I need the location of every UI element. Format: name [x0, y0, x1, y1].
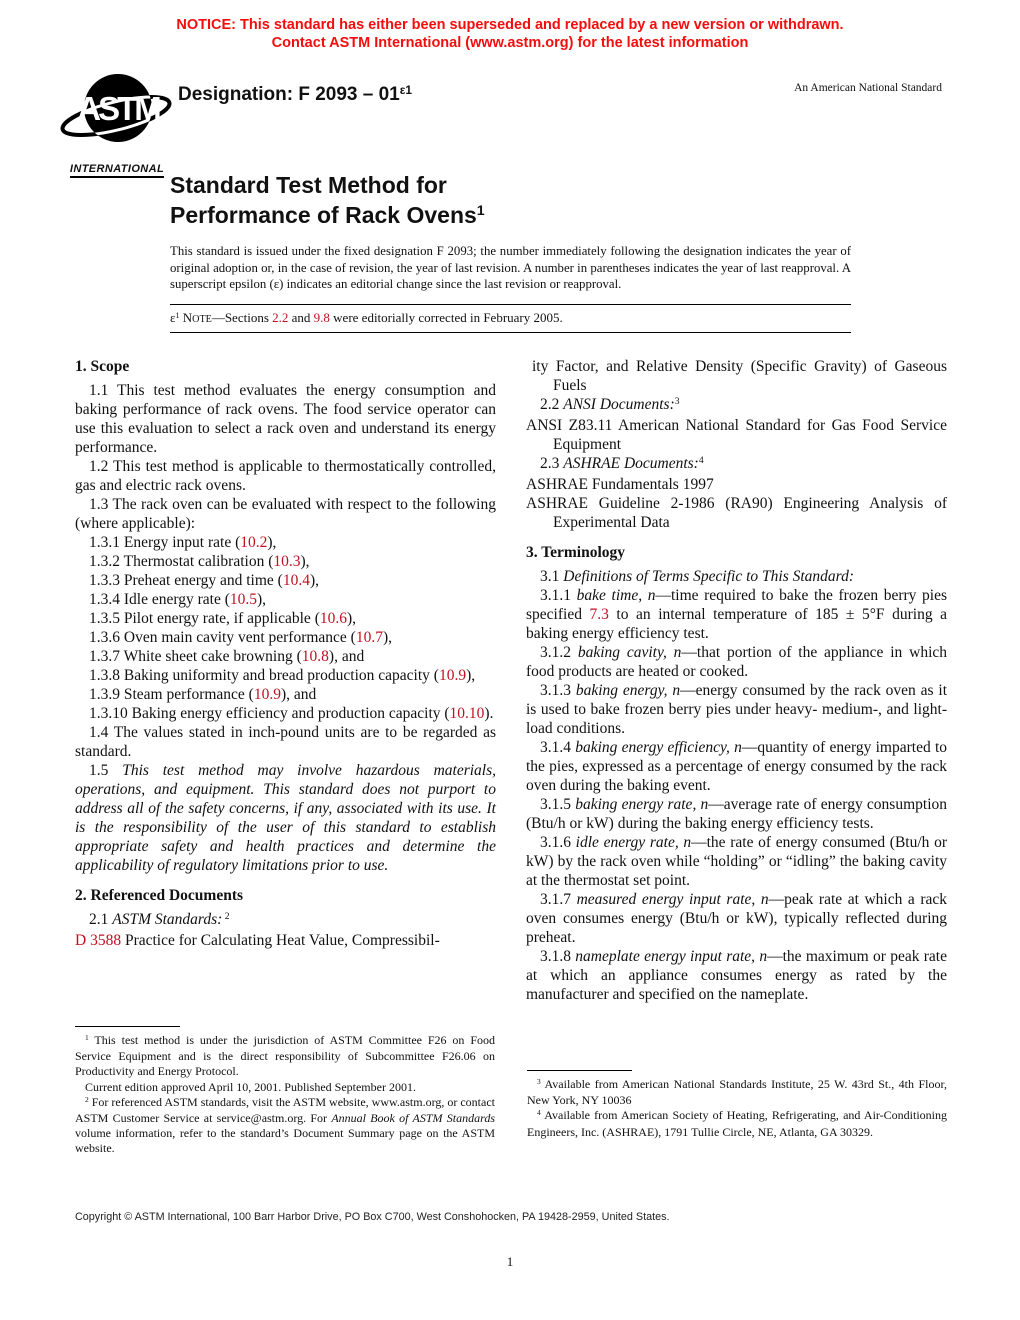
section-ref-link[interactable]: 10.7: [355, 629, 383, 646]
text-run: 1.3.3 Preheat energy and time (: [89, 572, 283, 589]
text-run: 1: [175, 310, 180, 320]
footnote-1: [75, 1033, 495, 1080]
reference-d3588-continued: [526, 357, 947, 395]
notice-line-1: NOTICE: This standard has either been superseded and replaced by a new version or withdrawn.: [176, 17, 844, 33]
logo-international-label: INTERNATIONAL: [70, 163, 164, 178]
text-run: 3.1.3: [540, 682, 576, 699]
text-run: N: [179, 310, 193, 325]
definition-3-1-2: [526, 643, 947, 681]
text-run: 3.1.2: [540, 644, 578, 661]
list-item-1-3-6: [75, 628, 496, 647]
text-run: 1.1 This test method evaluates the energy consumption and baking performance of rack ovens. The food service operator can use this evaluation to select a rack oven and understand its energy performance.: [75, 382, 496, 456]
notice-line-2: Contact ASTM International (www.astm.org) for the latest information: [271, 35, 749, 51]
left-column: [75, 357, 496, 1004]
footnote-2: [75, 1095, 495, 1157]
right-column: [526, 357, 947, 1004]
text-run: were editorially corrected in February 2005.: [329, 310, 563, 325]
text-run: baking cavity, n: [577, 644, 682, 661]
text-run: volume information, refer to the standard’s Document Summary page on the ASTM website.: [75, 1126, 495, 1156]
intro-paragraph: This standard is issued under the fixed designation F 2093; the number immediately following the designation indicates the year of original adoption or, in the case of revision, the year of last revision. A number in parentheses indicates the year of last reapproval. A superscript epsilon (ε) indicates an editorial change since the last revision or reapproval.: [170, 244, 851, 291]
text-run: ity Factor, and Relative Density (Specific Gravity) of Gaseous Fuels: [532, 358, 947, 394]
text-run: 2.3: [540, 455, 564, 472]
section-ref-link[interactable]: 7.3: [589, 606, 609, 623]
list-item-1-3-9: [75, 685, 496, 704]
text-run: ε: [170, 310, 176, 325]
para-1-2: [75, 457, 496, 495]
list-item-1-3-1: [75, 533, 496, 552]
text-run: 4: [698, 454, 704, 466]
footnote-3: [527, 1077, 947, 1108]
footnotes-right: [527, 1070, 947, 1140]
text-run: 1.3.9 Steam performance (: [89, 686, 254, 703]
text-run: Designation: F 2093 – 01: [178, 84, 400, 105]
para-1-1: [75, 381, 496, 457]
text-run: 3.1.6: [540, 834, 576, 851]
astm-logo: [58, 68, 176, 178]
text-run: idle energy rate, n: [575, 834, 692, 851]
reference-ansi-z83-11: [526, 416, 947, 454]
text-run: 1.3.1 Energy input rate (: [89, 534, 241, 551]
text-run: 1.4 The values stated in inch-pound units are to be regarded as standard.: [75, 724, 496, 760]
text-run: Available from American National Standards Institute, 25 W. 43rd St., 4th Floor, New York, NY 10036: [527, 1077, 947, 1108]
text-run: and: [288, 310, 314, 325]
text-run: ),: [267, 534, 277, 551]
text-run: 1: [476, 203, 485, 220]
section-3-heading: 3. Terminology: [526, 544, 626, 561]
text-run: ASHRAE Guideline 2-1986 (RA90) Engineering Analysis of Experimental Data: [526, 495, 947, 531]
list-item-1-3-4: [75, 590, 496, 609]
text-run: —peak rate at which a rack oven consumes energy (Btu/h or kW), typically reflected during preheat.: [526, 891, 948, 946]
text-run: 1.3.2 Thermostat calibration (: [89, 553, 274, 570]
doc-title: [170, 170, 485, 234]
text-run: baking energy rate, n: [575, 796, 709, 813]
text-run: This test method may involve hazardous materials, operations, and equipment. This standard does not purport to address all of the safety concerns, if any, associated with its use. It is the responsibility of the user of this standard to establish appropriate safety and health practices and determine the applicability of regulatory limitations prior to use.: [75, 762, 497, 874]
footnote-4: [527, 1108, 947, 1139]
text-run: —the maximum or peak rate at which an appliance consumes energy as rated by the manufacturer and specified on the nameplate.: [526, 948, 947, 1003]
text-run: Annual Book of ASTM Standards: [331, 1111, 495, 1126]
text-run: ),: [300, 553, 310, 570]
text-run: 1.3.5 Pilot energy rate, if applicable (: [89, 610, 320, 627]
text-run: ANSI Z83.11 American National Standard for Gas Food Service Equipment: [526, 417, 947, 453]
text-run: 3.1.4: [540, 739, 576, 756]
text-run: ),: [466, 667, 476, 684]
text-run: ), and: [280, 686, 317, 703]
text-run: ε1: [399, 83, 412, 97]
text-run: ), and: [328, 648, 365, 665]
text-run: For referenced ASTM standards, visit the ASTM website, www.astm.org, or contact ASTM Customer Service at service@astm.org. For: [75, 1094, 495, 1126]
section-1-heading: 1. Scope: [75, 358, 130, 375]
list-item-1-3-10: [75, 704, 496, 723]
doc-title-line-2: [170, 200, 485, 234]
notice-banner: [0, 16, 1020, 52]
copyright-line: Copyright © ASTM International, 100 Barr Harbor Drive, PO Box C700, West Conshohocken, PA 19428-2959, United States.: [75, 1211, 670, 1223]
section-ref-link[interactable]: 10.9: [253, 686, 281, 703]
text-run: —Sections: [211, 310, 273, 325]
reference-ashrae-fundamentals: [526, 475, 947, 494]
text-run: ),: [346, 610, 357, 627]
text-run: Definitions of Terms Specific to This Standard:: [563, 568, 855, 585]
text-run: 1.3.8 Baking uniformity and bread production capacity (: [89, 667, 439, 684]
footnote-divider-right: [527, 1070, 632, 1071]
list-item-1-3-3: [75, 571, 496, 590]
section-ref-link[interactable]: 10.9: [438, 667, 467, 684]
reference-d3588: [75, 931, 496, 950]
section-ref-link[interactable]: 10.8: [301, 648, 329, 665]
section-ref-link[interactable]: 9.8: [313, 310, 330, 325]
section-ref-link[interactable]: 10.5: [229, 591, 258, 608]
text-run: measured energy input rate, n: [576, 891, 769, 908]
globe-orbit-icon: [58, 68, 176, 154]
text-run: —quantity of energy imparted to the pies, expressed as a percentage of energy consumed by the rack oven during the baking event.: [526, 739, 947, 794]
text-run: 1: [85, 1032, 89, 1042]
text-run: —energy consumed by the rack oven as it is used to bake frozen berry pies under heavy- medium-, and light-load conditions.: [526, 682, 947, 737]
para-1-4: [75, 723, 496, 761]
list-item-1-3-2: [75, 552, 496, 571]
para-2-2: [526, 395, 947, 416]
section-ref-link[interactable]: 2.2: [272, 310, 289, 325]
definition-3-1-3: [526, 681, 947, 738]
definition-3-1-8: [526, 947, 947, 1004]
text-run: nameplate energy input rate, n: [575, 948, 768, 965]
text-run: 1.3 The rack oven can be evaluated with respect to the following (where applicable):: [75, 496, 496, 532]
section-ref-link[interactable]: 10.3: [273, 553, 301, 570]
editorial-note: [170, 304, 851, 333]
columns: [75, 357, 947, 1004]
text-run: 3.1.7: [540, 891, 577, 908]
text-run: 3.1: [540, 568, 564, 585]
reference-ashrae-guideline: [526, 494, 947, 532]
text-run: 2.1: [89, 911, 113, 928]
text-run: —the rate of energy consumed (Btu/h or kW) by the rack oven while “holding” or “idling” the baking cavity at the thermostat set point.: [526, 834, 947, 889]
text-run: 2: [222, 910, 230, 922]
text-run: Performance of Rack Ovens: [170, 202, 477, 228]
text-run: ASHRAE Fundamentals 1997: [526, 476, 714, 493]
definition-3-1-1: [526, 586, 947, 643]
section-2-heading: 2. Referenced Documents: [75, 887, 244, 904]
definition-3-1-4: [526, 738, 947, 795]
text-run: ).: [484, 705, 494, 722]
list-item-1-3-8: [75, 666, 496, 685]
list-item-1-3-5: [75, 609, 496, 628]
text-run: 2: [85, 1094, 89, 1104]
list-item-1-3-7: [75, 647, 496, 666]
para-1-3: [75, 495, 496, 533]
footnote-current-edition: [75, 1080, 495, 1095]
text-run: 1.3.10 Baking energy efficiency and production capacity (: [89, 705, 450, 722]
american-national-standard-note: An American National Standard: [794, 82, 942, 94]
para-2-3: [526, 454, 947, 475]
text-run: 1.2 This test method is applicable to thermostatically controlled, gas and electric rack ovens.: [75, 458, 496, 494]
section-ref-link[interactable]: 10.6: [319, 610, 347, 627]
text-run: 3: [674, 395, 680, 407]
text-run: 3.1.1: [540, 587, 577, 604]
text-run: 4: [537, 1108, 541, 1118]
section-ref-link[interactable]: 10.2: [240, 534, 268, 551]
text-run: bake time, n: [576, 587, 656, 604]
definition-3-1-7: [526, 890, 947, 947]
text-run: ),: [382, 629, 393, 646]
text-run: ASHRAE Documents:: [563, 455, 699, 472]
text-run: baking energy efficiency, n: [575, 739, 742, 756]
section-ref-link[interactable]: D 3588: [75, 932, 122, 949]
para-1-5: [75, 761, 496, 875]
text-run: ),: [309, 572, 320, 589]
section-ref-link[interactable]: 10.10: [449, 705, 485, 722]
para-3-1: [526, 567, 947, 586]
text-run: 3.1.8: [540, 948, 576, 965]
doc-title-line-1: Standard Test Method for: [170, 172, 447, 198]
definition-3-1-5: [526, 795, 947, 833]
text-run: 3: [537, 1076, 541, 1086]
text-run: —time required to bake the frozen berry pies specified: [526, 587, 947, 623]
text-run: Current edition approved April 10, 2001. Published September 2001.: [85, 1079, 416, 1094]
text-run: 1.3.7 White sheet cake browning (: [89, 648, 302, 665]
section-ref-link[interactable]: 10.4: [282, 572, 310, 589]
text-run: 3.1.5: [540, 796, 576, 813]
footnote-divider-left: [75, 1026, 180, 1027]
designation: [178, 84, 412, 106]
text-run: baking energy, n: [575, 682, 681, 699]
logo-acronym: ASTM: [77, 90, 159, 127]
text-run: 1.5: [89, 762, 123, 779]
text-run: This test method is under the jurisdiction of ASTM Committee F26 on Food Service Equipment and is the direct responsibility of Subcommittee F26.06 on Productivity and Energy Protocol.: [75, 1033, 495, 1079]
text-run: OTE: [192, 314, 212, 325]
text-run: —that portion of the appliance in which food products are heated or cooked.: [526, 644, 947, 680]
text-run: ),: [257, 591, 267, 608]
text-run: —average rate of energy consumption (Btu/h or kW) during the baking energy efficiency tests.: [526, 796, 948, 832]
definition-3-1-6: [526, 833, 947, 890]
text-run: ASTM Standards:: [112, 911, 223, 928]
text-run: to an internal temperature of 185 ± 5°F during a baking energy efficiency test.: [526, 606, 947, 642]
text-run: 2.2: [540, 396, 564, 413]
text-run: 1.3.4 Idle energy rate (: [89, 591, 230, 608]
footnotes-left: [75, 1026, 495, 1157]
text-run: Practice for Calculating Heat Value, Compressibil-: [121, 932, 440, 949]
text-run: Available from American Society of Heating, Refrigerating, and Air-Conditioning Engineers, Inc. (ASHRAE), 1791 Tullie Circle, NE, Atlanta, GA 30329.: [527, 1108, 947, 1139]
text-run: 1.3.6 Oven main cavity vent performance (: [89, 629, 356, 646]
para-2-1: [75, 910, 496, 931]
text-run: ANSI Documents:: [563, 396, 675, 413]
page-number: 1: [506, 1254, 514, 1269]
